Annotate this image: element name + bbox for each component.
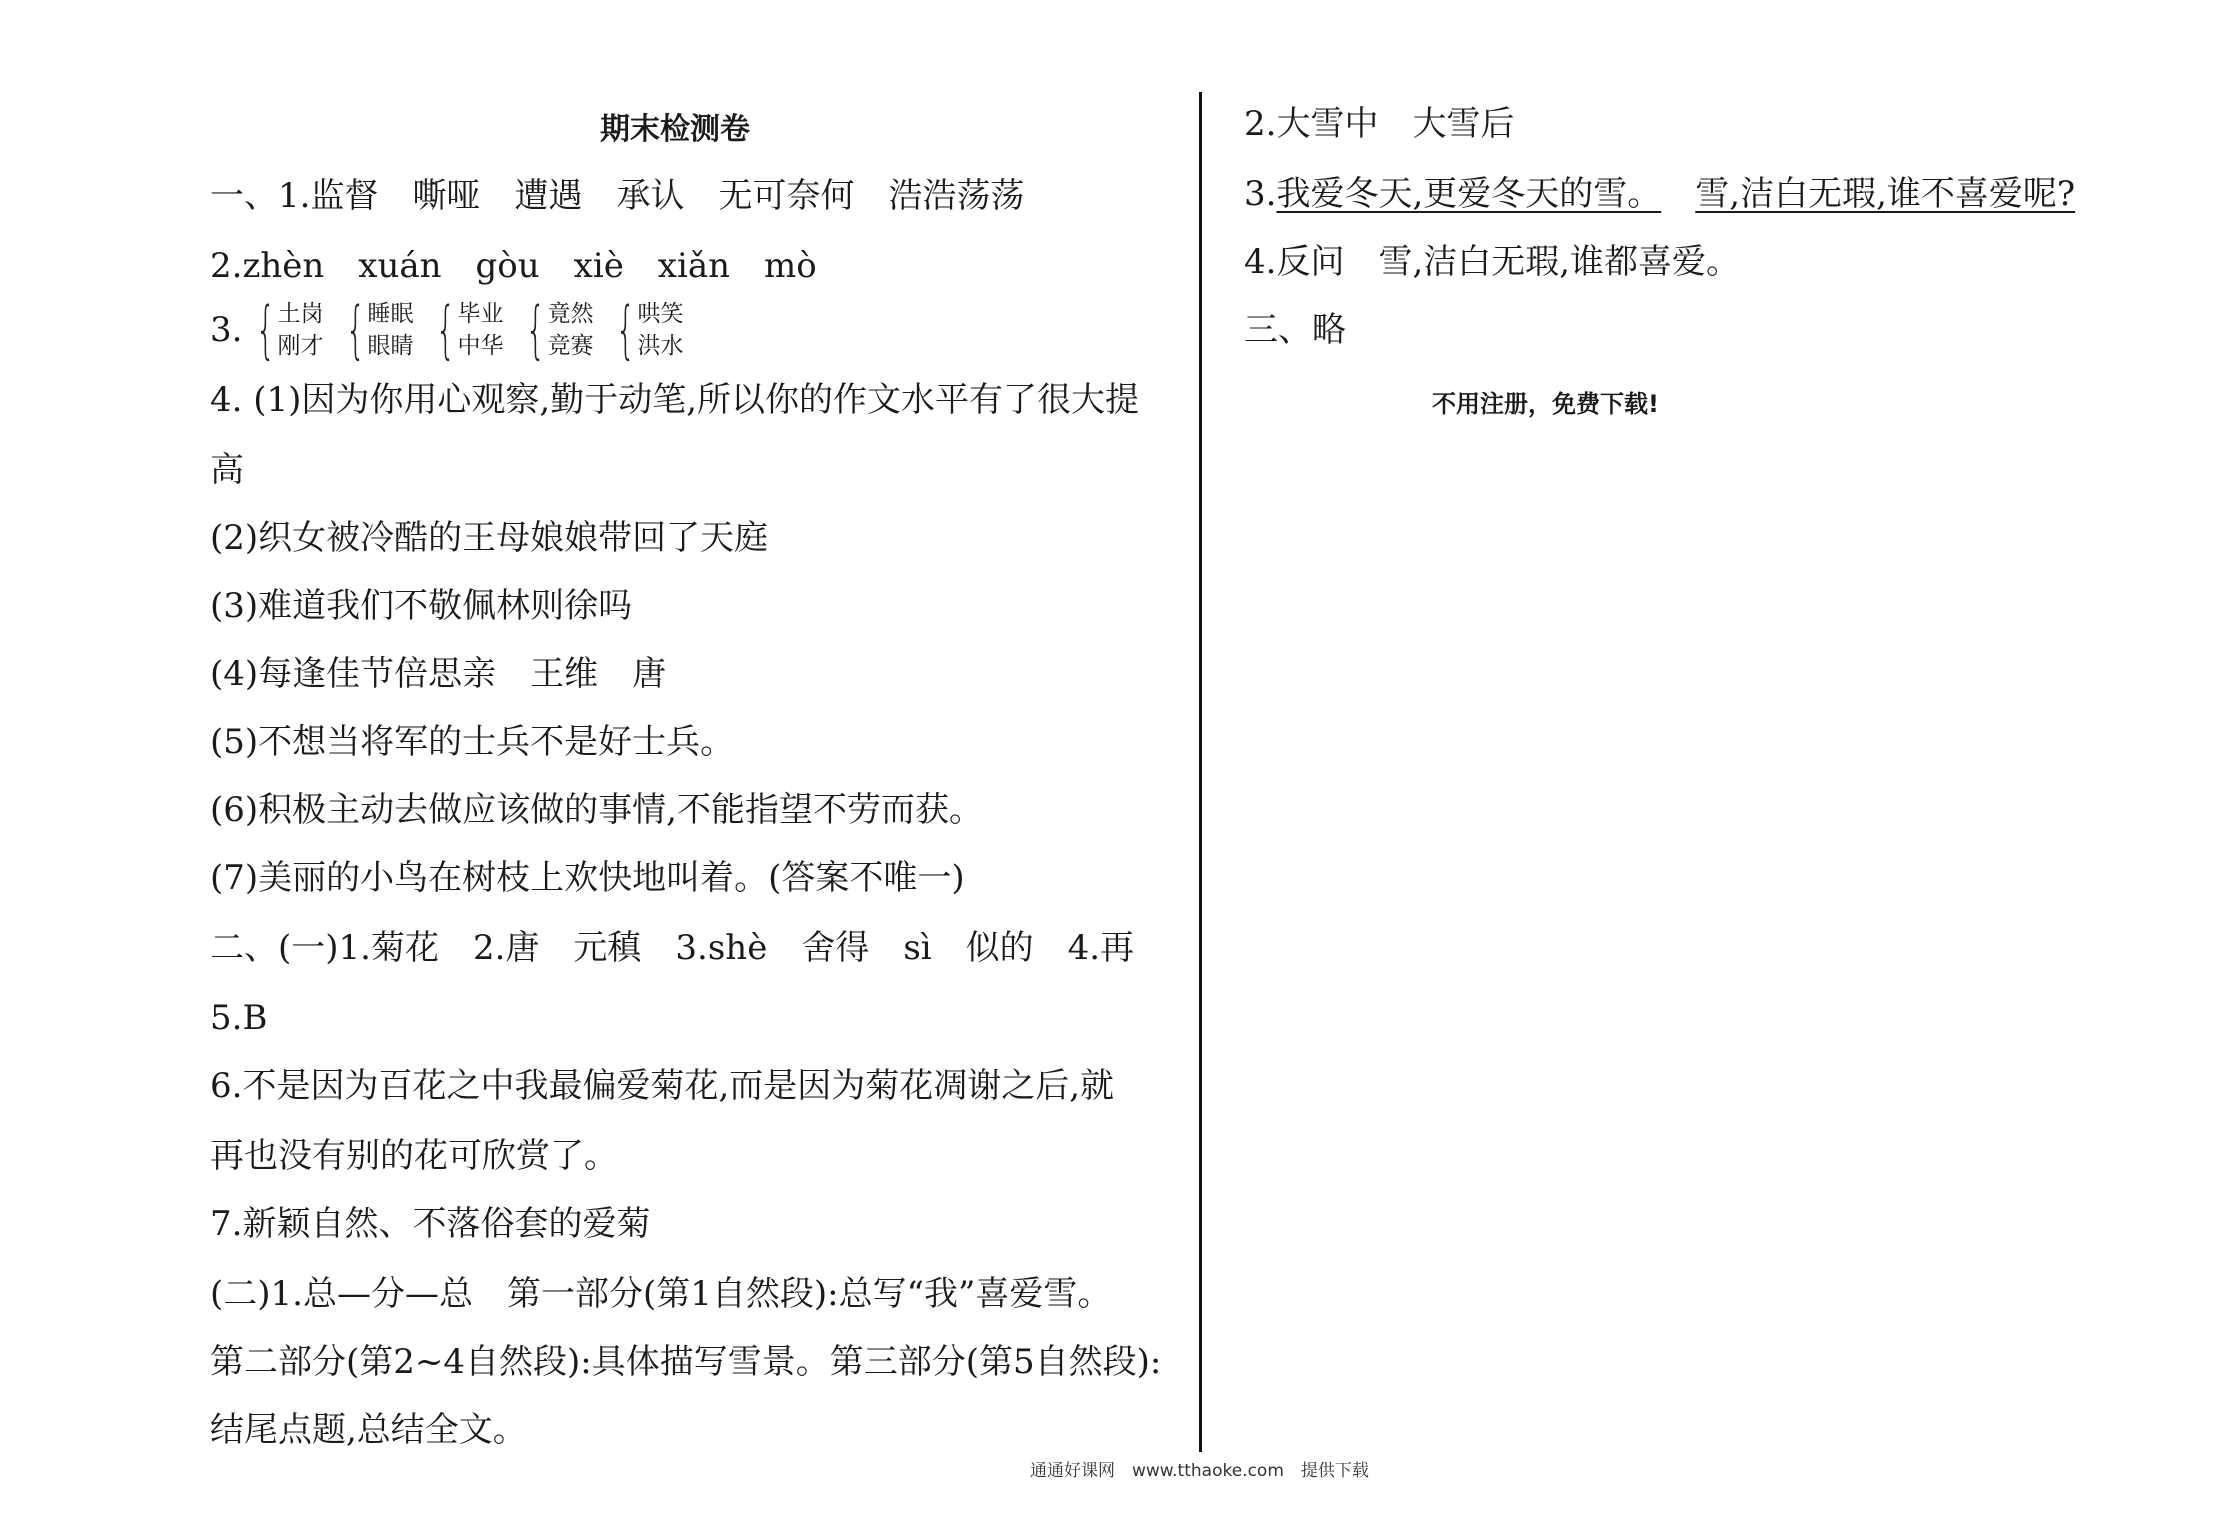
brace-icon: { — [525, 293, 546, 366]
word-pair-4 — [506, 293, 594, 366]
q1-4-line-2: (2)织女被冷酷的王母娘娘带回了天庭 — [210, 518, 769, 558]
footer-credit: 通通好课网 www.tthaoke.com 提供下载 — [1030, 1461, 1369, 1481]
q2b-line-1: (二)1.总—分—总 第一部分(第1自然段):总写“我”喜爱雪。 — [210, 1274, 1112, 1314]
word-top: 竟然 — [547, 301, 594, 327]
q2b-line-2: 第二部分(第2~4自然段):具体描写雪景。第三部分(第5自然段): — [210, 1342, 1162, 1382]
word-pair-3 — [416, 293, 504, 366]
r-line-3 — [1244, 174, 2075, 214]
q2-line-6b: 再也没有别的花可欣赏了。 — [210, 1136, 618, 1176]
brace-icon: { — [345, 293, 366, 366]
page-title: 期末检测卷 — [600, 112, 750, 147]
q2-line-6a: 6.不是因为百花之中我最偏爱菊花,而是因为菊花凋谢之后,就 — [210, 1066, 1115, 1106]
brace-icon: { — [255, 293, 276, 366]
word-bottom: 刚才 — [277, 333, 324, 359]
q2-line-7: 7.新颖自然、不落俗套的爱菊 — [210, 1204, 651, 1244]
r3-answer-a: 我爱冬天,更爱冬天的雪。 — [1276, 174, 1662, 214]
word-top: 毕业 — [457, 301, 504, 327]
word-top: 哄笑 — [637, 301, 684, 327]
column-divider — [1199, 92, 1202, 1452]
r3-answer-b: 雪,洁白无瑕,谁不喜爱呢? — [1695, 174, 2076, 214]
q1-4-line-5: (5)不想当将军的士兵不是好士兵。 — [210, 722, 735, 762]
word-top: 土岗 — [277, 301, 324, 327]
q2-line-1: 二、(一)1.菊花 2.唐 元稹 3.shè 舍得 sì 似的 4.再 — [210, 928, 1135, 968]
free-download-note: 不用注册，免费下载! — [1432, 390, 1659, 418]
r3-number: 3. — [1244, 174, 1277, 214]
q1-4-line-7: (7)美丽的小鸟在树枝上欢快地叫着。(答案不唯一) — [210, 858, 965, 898]
word-bottom: 洪水 — [637, 333, 684, 359]
q1-4-line-6: (6)积极主动去做应该做的事情,不能指望不劳而获。 — [210, 790, 983, 830]
q1-3-label: 3. — [210, 310, 243, 350]
word-pair-2 — [326, 293, 414, 366]
word-pair-1 — [236, 293, 324, 366]
q1-4-line-1-cont: 高 — [210, 450, 244, 490]
q1-line-2: 2.zhèn xuán gòu xiè xiǎn mò — [210, 246, 817, 286]
q2-line-5: 5.B — [210, 998, 268, 1038]
word-pair-5 — [596, 293, 684, 366]
q1-4-line-4: (4)每逢佳节倍思亲 王维 唐 — [210, 654, 667, 694]
word-bottom: 眼睛 — [367, 333, 414, 359]
r-line-4: 4.反问 雪,洁白无瑕,谁都喜爱。 — [1244, 242, 1741, 282]
brace-icon: { — [435, 293, 456, 366]
q1-line-1: 一、1.监督 嘶哑 遭遇 承认 无可奈何 浩浩荡荡 — [210, 176, 1025, 216]
word-bottom: 竞赛 — [547, 333, 594, 359]
word-top: 睡眠 — [367, 301, 414, 327]
word-bottom: 中华 — [457, 333, 504, 359]
brace-icon: { — [615, 293, 636, 366]
r-line-5: 三、略 — [1244, 310, 1346, 350]
q2b-line-3: 结尾点题,总结全文。 — [210, 1410, 527, 1450]
q1-4-line-3: (3)难道我们不敬佩林则徐吗 — [210, 586, 633, 626]
q1-4-line-1: 4. (1)因为你用心观察,勤于动笔,所以你的作文水平有了很大提 — [210, 380, 1140, 420]
r-line-2: 2.大雪中 大雪后 — [1244, 104, 1515, 144]
